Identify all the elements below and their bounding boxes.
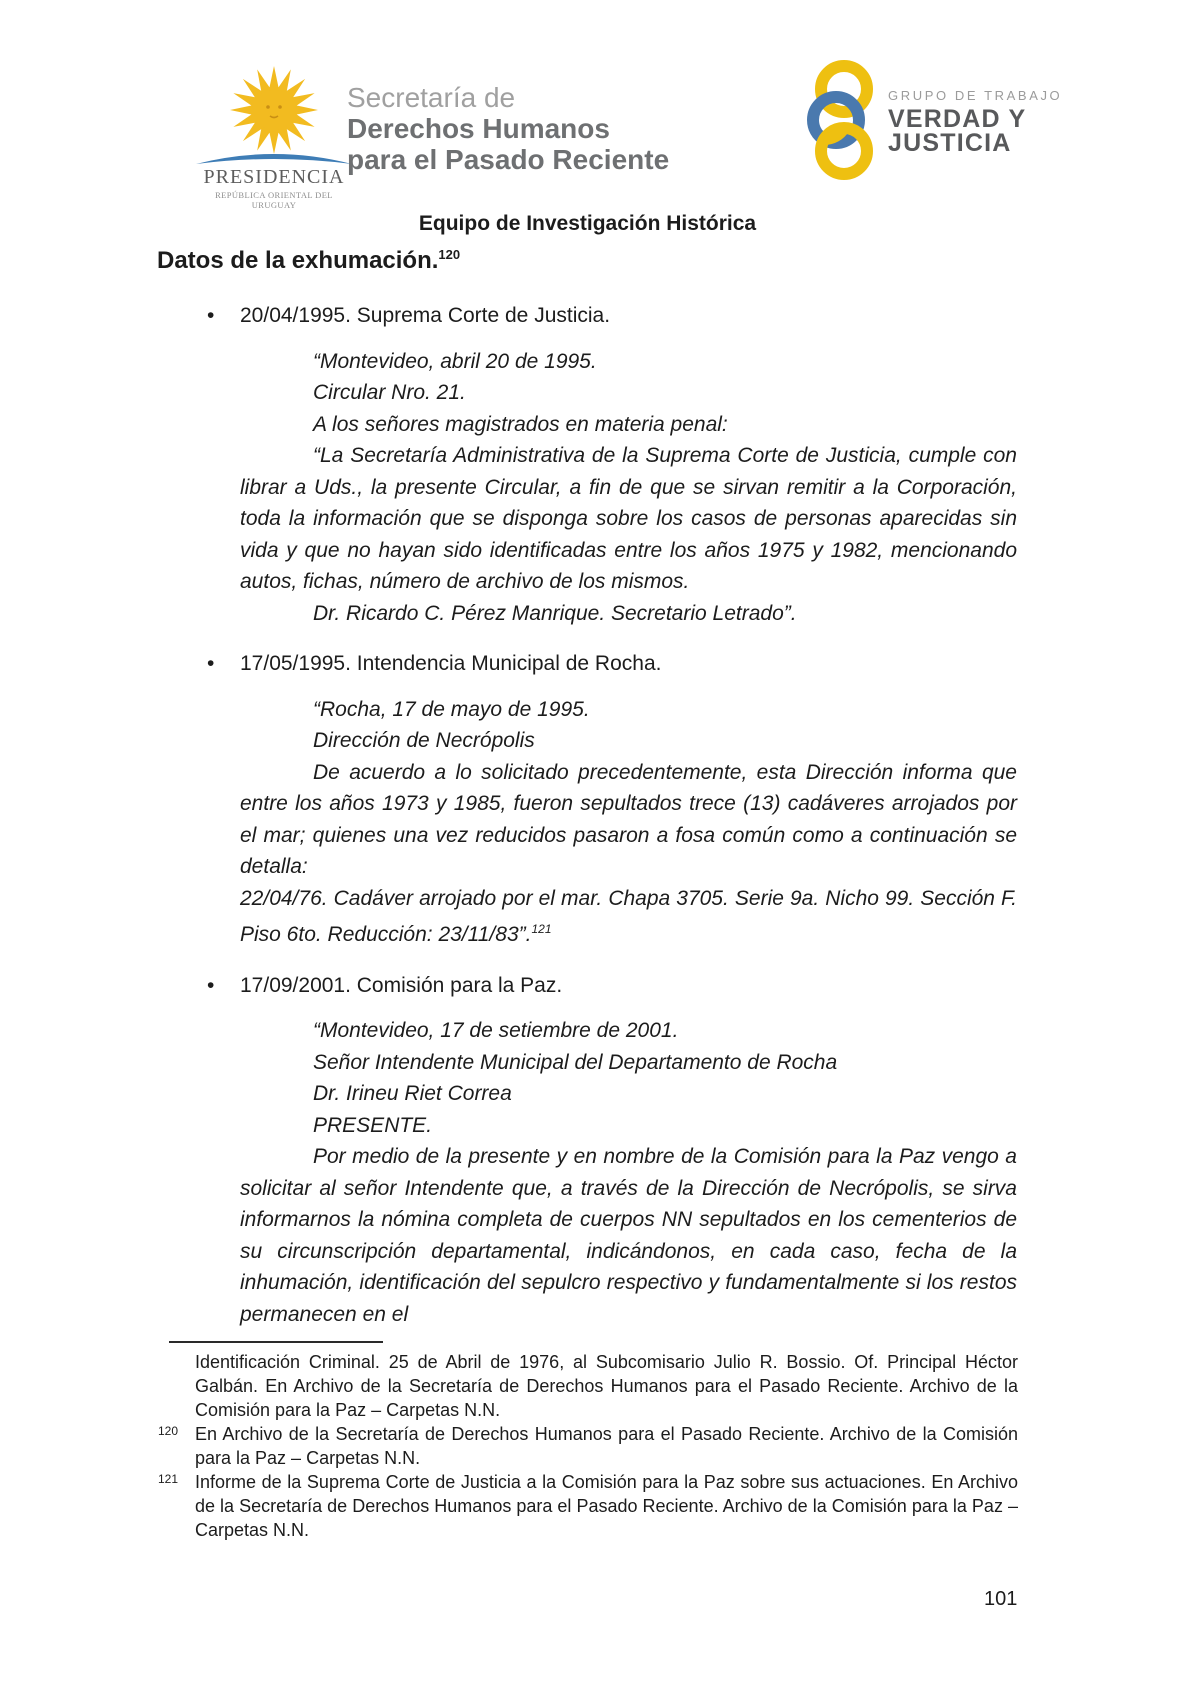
section-heading: Equipo de Investigación Histórica (418, 212, 757, 235)
footnote-ref-120: 120 (438, 247, 461, 262)
quote-line: 22/04/76. Cadáver arrojado por el mar. Chapa 3705. Serie 9a. Nicho 99. Sección F. Piso 6to. Reducción: 23/11/83”.$^{121}$ (240, 886, 1017, 946)
presidencia-subtitle: REPÚBLICA ORIENTAL DEL URUGUAY (215, 190, 333, 210)
footnote-list (157, 1350, 1018, 1542)
sun-over-horizon-icon (192, 64, 356, 168)
grupo-line1: GRUPO DE TRABAJO (888, 88, 1063, 103)
presidencia-logo (192, 64, 356, 210)
quote-line: Señor Intendente Municipal del Departamento de Rocha (313, 1050, 838, 1074)
document-section (157, 648, 1018, 951)
footnotes-area (157, 1341, 1018, 1542)
secretaria-line2: Derechos Humanos (347, 113, 610, 144)
footnote (157, 1470, 1018, 1542)
secretaria-line3: para el Pasado Reciente (347, 144, 670, 175)
footnote (157, 1350, 1018, 1422)
quote-block (240, 1015, 1017, 1330)
footnote-number: 120 (158, 1424, 179, 1438)
page-title (157, 240, 1018, 276)
page-number: 101 (984, 1588, 1018, 1610)
grupo-wordmark (888, 58, 1062, 155)
footnote (157, 1422, 1018, 1470)
quote-line: Dr. Ricardo C. Pérez Manrique. Secretario Letrado”. (313, 601, 797, 625)
grupo-line3: JUSTICIA (888, 129, 1012, 157)
bullet-icon: • (207, 973, 215, 997)
footnote-text: Informe de la Suprema Corte de Justicia a la Comisión para la Paz sobre sus actuaciones. En Archivo de la Secretaría de Derechos Humanos para el Pasado Reciente. Archivo de la Comisión para la Paz – Carpetas N.N. (195, 1472, 1018, 1540)
secretaria-wordmark (347, 82, 669, 175)
quote-line: “Montevideo, abril 20 de 1995. (313, 349, 597, 373)
quote-line: Por medio de la presente y en nombre de la Comisión para la Paz vengo a solicitar al señor Intendente que, a través de la Dirección de Necrópolis, se sirva informarnos la nómina completa de cuerpos NN sepultados en los cementerios de su circunscripción departamental, indicándonos, en cada caso, fecha de la inhumación, identificación del sepulcro respectivo y fundamentalmente si los restos permanecen en el (240, 1145, 1017, 1326)
bullet-item (157, 300, 1018, 332)
document-body (157, 212, 1018, 1330)
bullet-label: 17/05/1995. Intendencia Municipal de Rocha. (240, 652, 662, 675)
quote-line: Dirección de Necrópolis (313, 729, 535, 752)
bullet-label: 20/04/1995. Suprema Corte de Justicia. (240, 304, 611, 327)
bullet-label: 17/09/2001. Comisión para la Paz. (240, 973, 563, 997)
sections-container (157, 300, 1018, 1330)
quote-line: Dr. Irineu Riet Correa (313, 1082, 512, 1105)
quote-line: De acuerdo a lo solicitado precedentemente, esta Dirección informa que entre los años 1973 y 1985, fueron sepultados trece (13) cadáveres arrojados por el mar; quienes una vez reducidos pasaron a fosa común como a continuación se detalla: (240, 760, 1017, 878)
footnote-ref: 121 (531, 922, 552, 936)
presidencia-title: PRESIDENCIA (203, 166, 345, 188)
interlocked-rings-icon (803, 58, 879, 186)
bullet-item (157, 970, 1018, 1002)
secretaria-line1: Secretaría de (347, 82, 516, 113)
footnote-text: En Archivo de la Secretaría de Derechos Humanos para el Pasado Reciente. Archivo de la Comisión para la Paz – Carpetas N.N. (195, 1424, 1018, 1468)
verdad-justicia-logo (803, 58, 1062, 186)
bullet-icon: • (207, 304, 215, 327)
quote-block (240, 346, 1017, 630)
page-title-text: Datos de la exhumación. (157, 247, 439, 274)
bullet-item (157, 648, 1018, 680)
footnote-divider (169, 1341, 383, 1343)
grupo-line2: VERDAD Y (888, 105, 1027, 133)
quote-line: “Rocha, 17 de mayo de 1995. (313, 697, 590, 721)
quote-block (240, 694, 1017, 951)
quote-line: A los señores magistrados en materia penal: (313, 412, 728, 436)
bullet-icon: • (207, 652, 215, 675)
quote-line: “La Secretaría Administrativa de la Suprema Corte de Justicia, cumple con librar a Uds., la presente Circular, a fin de que se sirvan remitir a la Corporación, toda la información que se disponga sobre los casos de personas aparecidas sin vida y que no hayan sido identificadas entre los años 1975 y 1982, mencionando autos, fichas, número de archivo de los mismos. (240, 444, 1017, 593)
quote-line: “Montevideo, 17 de setiembre de 2001. (313, 1019, 679, 1042)
document-section (157, 970, 1018, 1331)
document-section (157, 300, 1018, 629)
quote-line: PRESENTE. (313, 1113, 433, 1137)
footnote-number: 121 (158, 1472, 179, 1486)
footnote-text: Identificación Criminal. 25 de Abril de 1976, al Subcomisario Julio R. Bossio. Of. Principal Héctor Galbán. En Archivo de la Secretaría de Derechos Humanos para el Pasado Reciente. Archivo de la Comisión para la Paz – Carpetas N.N. (195, 1352, 1018, 1420)
quote-line: Circular Nro. 21. (313, 381, 466, 404)
